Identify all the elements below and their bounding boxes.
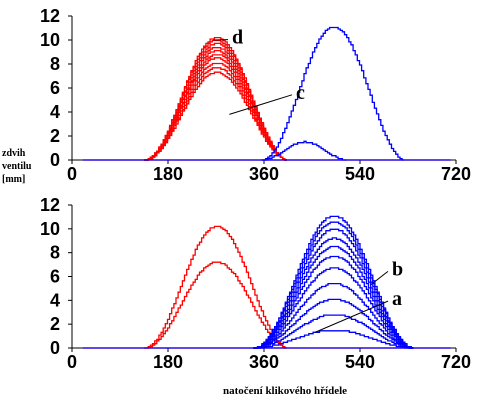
y-tick-label: 6 [49, 78, 60, 98]
x-tick-label: 540 [344, 352, 376, 372]
x-axis-label: natočení klikového hřídele [222, 385, 348, 397]
x-tick-label: 720 [440, 352, 472, 372]
y-tick-label: 2 [49, 126, 60, 146]
y-tick-label: 8 [49, 242, 60, 263]
y-tick-label: 12 [39, 6, 60, 26]
y-tick-label: 12 [39, 195, 60, 215]
y-tick-label: 0 [49, 338, 60, 358]
x-tick-label: 720 [440, 164, 472, 184]
y-axis-label: zdvih [2, 148, 26, 159]
x-tick-label: 0 [66, 352, 78, 372]
y-tick-label: 6 [49, 266, 60, 287]
x-tick-label: 180 [152, 164, 184, 184]
x-tick-label: 360 [248, 352, 280, 372]
y-tick-label: 10 [39, 30, 60, 50]
annotation-label-a: a [392, 288, 402, 311]
annotation-label-b: b [392, 258, 404, 281]
y-tick-label: 0 [49, 150, 60, 170]
annotation-label-c: c [296, 81, 305, 104]
x-tick-label: 540 [344, 164, 376, 184]
y-tick-label: 8 [49, 54, 60, 74]
x-tick-label: 180 [152, 352, 184, 372]
y-axis-label: [mm] [2, 174, 26, 185]
x-tick-label: 0 [66, 164, 78, 184]
annotation-label-d: d [232, 26, 244, 49]
x-tick-label: 360 [248, 164, 280, 184]
y-tick-label: 10 [39, 218, 60, 239]
y-tick-label: 4 [49, 102, 60, 122]
y-tick-label: 2 [49, 314, 60, 335]
y-tick-label: 4 [49, 290, 60, 311]
y-axis-label: ventilu [2, 161, 32, 172]
